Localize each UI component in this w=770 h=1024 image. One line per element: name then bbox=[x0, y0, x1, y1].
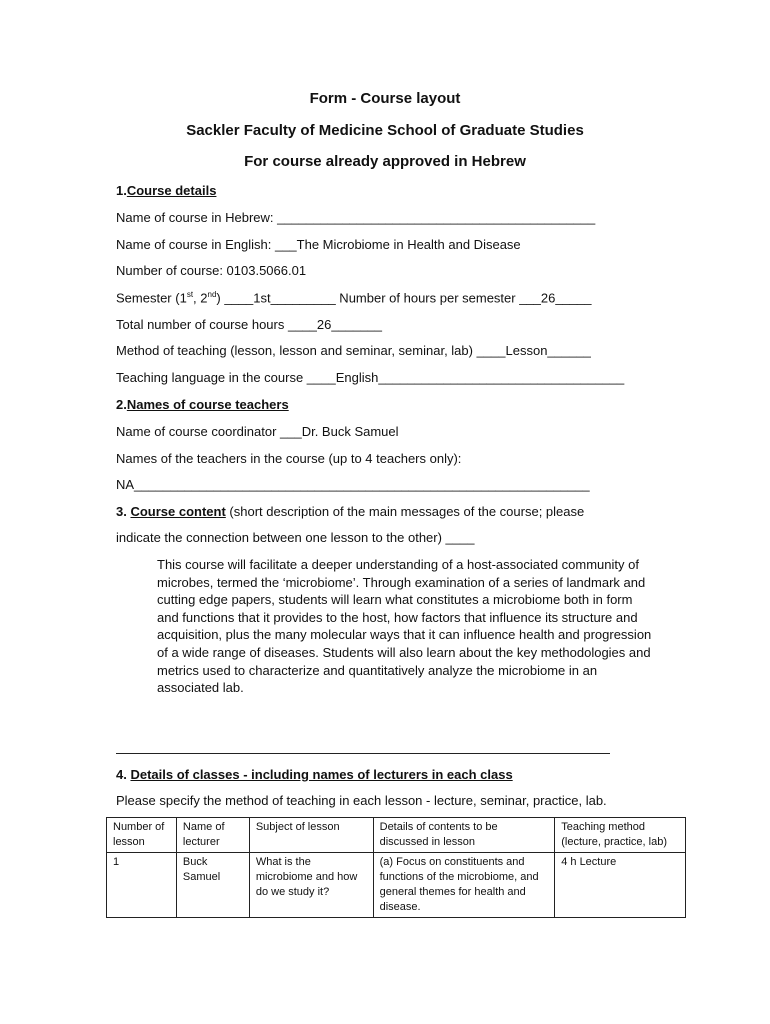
semester-prefix: Semester (1 bbox=[116, 290, 187, 306]
section-2-title: Names of course teachers bbox=[126, 397, 289, 412]
section-2-heading bbox=[116, 397, 289, 412]
section-3-title: Course content bbox=[130, 504, 226, 519]
header-method: Teaching method (lecture, practice, lab) bbox=[555, 818, 686, 853]
english-name-field: Name of course in English: ___The Microbiome in Health and Disease bbox=[116, 237, 521, 252]
teachers-label: Names of the teachers in the course (up to 4 teachers only): bbox=[116, 451, 462, 466]
section-4-instruction: Please specify the method of teaching in each lesson - lecture, seminar, practice, lab. bbox=[116, 793, 607, 808]
course-content-paragraph: This course will facilitate a deeper understanding of a host-associated community of microbes, termed the ‘microbiome’. Through examination of a series of landmark and cutting edge papers, students will learn what constitutes a microbiome both in form and functions that it provides to the host, how factors that influence its structure and acquisition, plus the many molecular ways that it can influence health and progression of a wide range of diseases. Students will also learn about the key methodologies and metrics used to characterize and quantitatively analyze the microbiome in an associated lab. bbox=[157, 557, 652, 696]
section-4-number: 4. bbox=[116, 767, 127, 782]
cell-details: (a) Focus on constituents and functions of the microbiome, and general themes for health and disease. bbox=[373, 853, 555, 918]
total-hours-field: Total number of course hours ____26_______ bbox=[116, 317, 382, 332]
cell-lesson-number: 1 bbox=[107, 853, 177, 918]
section-1-title: Course details bbox=[126, 183, 217, 198]
section-3-desc-line2: indicate the connection between one lesson to the other) ____ bbox=[116, 530, 475, 545]
form-title: Form - Course layout bbox=[309, 90, 461, 107]
table-header-row bbox=[107, 818, 686, 853]
table-row bbox=[107, 853, 686, 918]
semester-rest: ) ____1st_________ Number of hours per semester ___26_____ bbox=[216, 290, 592, 306]
cell-subject: What is the microbiome and how do we study it? bbox=[249, 853, 373, 918]
content-divider bbox=[116, 753, 610, 754]
section-1-number: 1. bbox=[116, 183, 127, 198]
semester-sup-second: nd bbox=[207, 290, 217, 299]
coordinator-field: Name of course coordinator ___Dr. Buck Samuel bbox=[116, 424, 399, 439]
faculty-title: Sackler Faculty of Medicine School of Graduate Studies bbox=[186, 122, 584, 139]
semester-field bbox=[116, 290, 592, 305]
header-lesson-number: Number of lesson bbox=[107, 818, 177, 853]
semester-sup-first: st bbox=[186, 290, 194, 299]
hebrew-name-field: Name of course in Hebrew: ____________________________________________ bbox=[116, 210, 596, 225]
cell-method: 4 h Lecture bbox=[555, 853, 686, 918]
teaching-method-field: Method of teaching (lesson, lesson and seminar, seminar, lab) ____Lesson______ bbox=[116, 343, 591, 358]
section-3-desc-line1: (short description of the main messages of the course; please bbox=[225, 504, 585, 519]
teachers-value: NA_______________________________________________________________ bbox=[116, 477, 590, 492]
semester-mid: , 2 bbox=[193, 290, 208, 306]
section-4-title: Details of classes - including names of lecturers in each class bbox=[130, 767, 513, 782]
section-3-heading bbox=[116, 504, 584, 519]
course-number-field: Number of course: 0103.5066.01 bbox=[116, 263, 307, 278]
header-details: Details of contents to be discussed in lesson bbox=[373, 818, 555, 853]
header-lecturer: Name of lecturer bbox=[176, 818, 249, 853]
cell-lecturer: Buck Samuel bbox=[176, 853, 249, 918]
teaching-language-field: Teaching language in the course ____English__________________________________ bbox=[116, 370, 625, 385]
header-subject: Subject of lesson bbox=[249, 818, 373, 853]
section-3-number: 3. bbox=[116, 504, 127, 519]
section-1-heading bbox=[116, 183, 216, 198]
approved-subtitle: For course already approved in Hebrew bbox=[244, 153, 526, 170]
lessons-table bbox=[106, 817, 686, 918]
section-4-heading bbox=[116, 767, 513, 782]
section-2-number: 2. bbox=[116, 397, 127, 412]
